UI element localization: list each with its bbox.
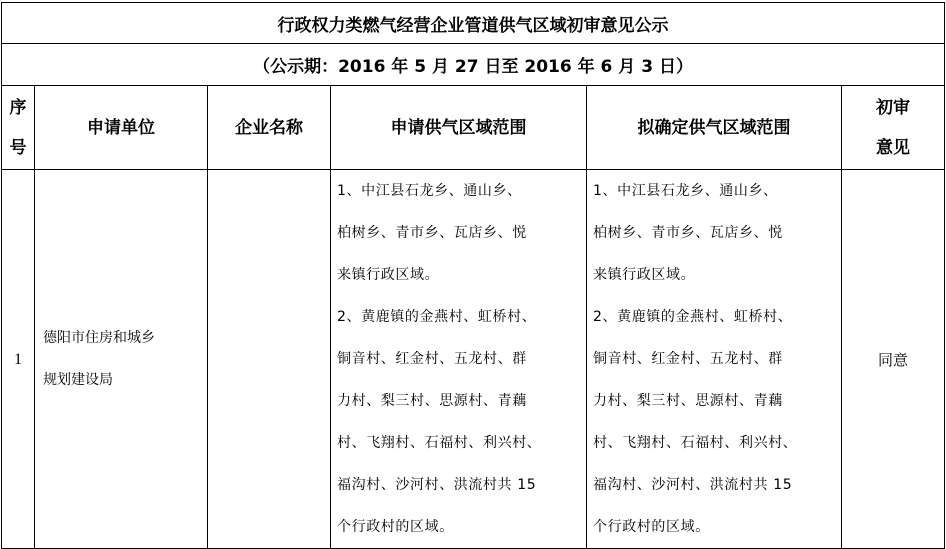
header-proposed-scope: 拟确定供气区域范围 — [587, 86, 842, 170]
header-opinion-line2: 意见 — [876, 137, 911, 158]
header-row — [2, 86, 945, 170]
requested-scope-line: 村、飞翔村、石福村、利兴村、 — [337, 435, 542, 451]
requested-scope-line: 柏树乡、青市乡、瓦店乡、悦 — [337, 225, 527, 241]
title-row — [2, 3, 945, 44]
requested-scope-line: 铜音村、红金村、五龙村、群 — [337, 351, 527, 367]
row-seq-value: 1 — [14, 350, 22, 368]
notice-period: （公示期：2016 年 5 月 27 日至 2016 年 6 月 3 日） — [2, 44, 945, 86]
requested-scope-line: 来镇行政区域。 — [337, 267, 440, 283]
row-applicant-line1: 德阳市住房和城乡 — [43, 330, 155, 346]
requested-scope-line: 福沟村、沙河村、洪流村共 15 — [337, 477, 537, 493]
requested-scope-line: 1、中江县石龙乡、通山乡、 — [337, 183, 522, 199]
proposed-scope-line: 柏树乡、青市乡、瓦店乡、悦 — [593, 225, 783, 241]
header-opinion — [842, 86, 945, 170]
header-requested-scope: 申请供气区域范围 — [331, 86, 587, 170]
proposed-scope-line: 铜音村、红金村、五龙村、群 — [593, 351, 783, 367]
row-company — [208, 170, 331, 549]
header-opinion-line1: 初审 — [876, 97, 911, 118]
public-notice-table — [1, 2, 945, 549]
period-row — [2, 44, 945, 86]
row-requested-scope — [331, 170, 587, 549]
header-company: 企业名称 — [208, 86, 331, 170]
table-row — [2, 170, 945, 549]
proposed-scope-line: 来镇行政区域。 — [593, 267, 696, 283]
header-seq — [2, 86, 35, 170]
proposed-scope-line: 2、黄鹿镇的金燕村、虹桥村、 — [593, 309, 793, 325]
header-seq-line1: 序 — [9, 97, 27, 118]
header-applicant: 申请单位 — [35, 86, 208, 170]
row-proposed-scope — [587, 170, 842, 549]
requested-scope-line: 2、黄鹿镇的金燕村、虹桥村、 — [337, 309, 537, 325]
proposed-scope-line: 村、飞翔村、石福村、利兴村、 — [593, 435, 798, 451]
proposed-scope-line: 力村、梨三村、思源村、青藕 — [593, 393, 783, 409]
row-applicant-line2: 规划建设局 — [43, 372, 113, 388]
row-applicant — [35, 170, 208, 549]
document-title: 行政权力类燃气经营企业管道供气区域初审意见公示 — [2, 3, 945, 44]
proposed-scope-line: 福沟村、沙河村、洪流村共 15 — [593, 477, 793, 493]
row-seq — [2, 170, 35, 549]
proposed-scope-line: 1、中江县石龙乡、通山乡、 — [593, 183, 778, 199]
requested-scope-line: 力村、梨三村、思源村、青藕 — [337, 393, 527, 409]
header-seq-line2: 号 — [9, 137, 27, 158]
proposed-scope-line: 个行政村的区域。 — [593, 519, 710, 535]
requested-scope-line: 个行政村的区域。 — [337, 519, 454, 535]
row-opinion: 同意 — [842, 170, 945, 549]
